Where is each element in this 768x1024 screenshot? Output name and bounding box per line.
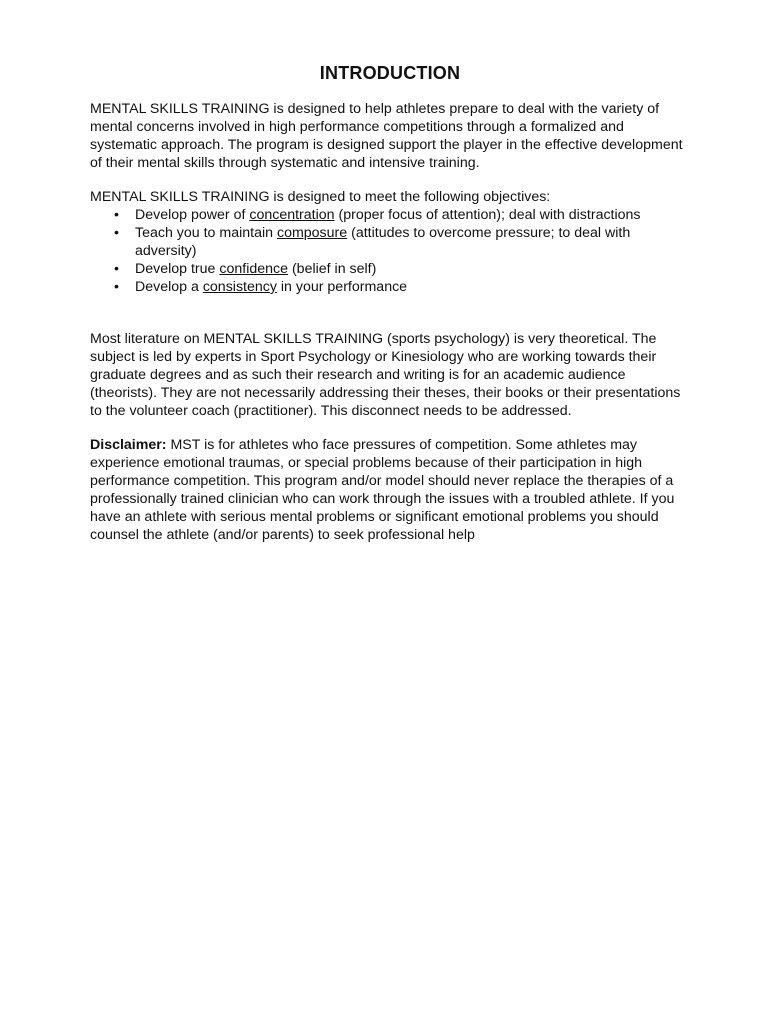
disclaimer-label: Disclaimer: xyxy=(90,437,167,453)
intro-paragraph: MENTAL SKILLS TRAINING is designed to help athletes prepare to deal with the variety of mental concerns involved in high performance competitions through a formalized and systematic approach. The program is designed support the player in the effective development of their mental skills through systematic and intensive training. xyxy=(90,101,683,171)
list-item-text: in your performance xyxy=(276,279,408,295)
list-item-text: Develop a xyxy=(135,279,203,295)
list-item xyxy=(90,278,675,296)
list-item-term: concentration xyxy=(249,207,335,223)
bullet-icon: • xyxy=(114,225,119,241)
bullet-icon: • xyxy=(114,261,119,277)
list-item xyxy=(90,224,675,260)
page-title: INTRODUCTION xyxy=(319,63,461,83)
disclaimer-text: MST is for athletes who face pressures of competition. Some athletes may experience emotional traumas, or special problems because of their participation in high performance competition. This program and/or model should never replace the therapies of a professionally trained clinician who can work through the issues with a troubled athlete. If you have an athlete with serious mental problems or significant emotional problems you should counsel the athlete (and/or parents) to seek professional help xyxy=(90,437,675,543)
literature-paragraph: Most literature on MENTAL SKILLS TRAINING (sports psychology) is very theoretical. The subject is led by experts in Sport Psychology or Kinesiology who are working towards their graduate degrees and as such their research and writing is for an academic audience (theorists). They are not necessarily addressing their theses, their books or their presentations to the volunteer coach (practitioner). This disconnect needs to be addressed. xyxy=(90,331,681,419)
list-item xyxy=(90,206,675,224)
list-item-term: consistency xyxy=(202,279,277,295)
list-item-text: (attitudes to overcome pressure; to deal with adversity) xyxy=(135,225,631,259)
list-item-term: confidence xyxy=(219,261,289,277)
document-page xyxy=(90,60,690,544)
disclaimer-paragraph xyxy=(90,436,690,544)
spacer xyxy=(90,296,690,330)
objectives-lead: MENTAL SKILLS TRAINING is designed to meet the following objectives: xyxy=(90,189,551,205)
bullet-icon: • xyxy=(114,279,119,295)
list-item xyxy=(90,260,675,278)
list-item-text: (proper focus of attention); deal with distractions xyxy=(334,207,641,223)
list-item-term: composure xyxy=(276,225,348,241)
list-item-text: Develop true xyxy=(135,261,220,277)
objectives-list xyxy=(90,206,690,296)
list-item-text: (belief in self) xyxy=(288,261,377,277)
bullet-icon: • xyxy=(114,207,119,223)
list-item-text: Teach you to maintain xyxy=(135,225,277,241)
list-item-text: Develop power of xyxy=(135,207,250,223)
